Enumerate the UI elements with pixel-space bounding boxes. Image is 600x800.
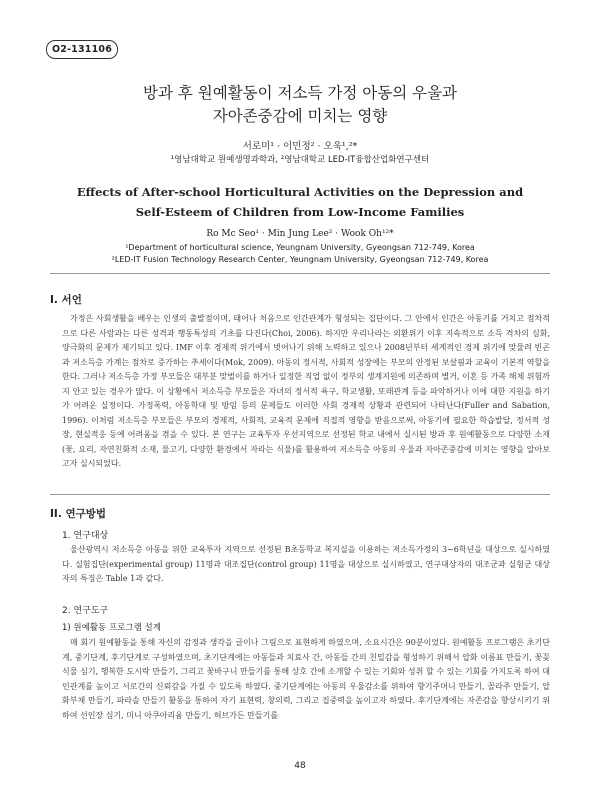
korean-authors: 서로미¹ · 이민정² · 오욱¹,²* — [242, 141, 358, 152]
english-affiliations — [0, 242, 600, 266]
english-title — [0, 182, 600, 222]
english-authors: Ro Mc Seo¹ · Min Jung Lee² · Wook Oh¹²* — [206, 229, 394, 239]
section-1-body: 가정은 사회생활을 배우는 인생의 출발점이며, 태어나 처음으로 인간관계가 형성되는 집단이다. 그 안에서 인간은 아동기를 거치고 점차적으로 다른 사람과는 다른 성격과 행동특성의 기초를 다진다(Choi, 2006). 하지만 우리나라는 외환위기 이후 지속적으로 소득 격차의 심화, 양극화의 문제가 제기되고 있다. IMF 이후 경제적 위기에서 벗어나기 위해 노력하고 있으나 2008년부터 세계적인 경제 위기에 맞물려 빈곤과 저소득층 가계는 점차로 증가하는 추세이다(Mok, 2009). 아동의 정서적, 사회적 성장에는 부모의 안정된 보살핌과 교육이 기본적 역할을 한다. 그러나 저소득층 가정 부모들은 대부분 맞벌이를 하거나 일정한 직업 없이 정부의 생계지원에 의존하며 별거, 이혼 등 가족 해체 위험까지 안고 있는 경우가 많다. 이 상황에서 저소득층 부모들은 자녀의 정서적 욕구, 학교생활, 또래관계 등을 파악하거나 이에 대한 지원을 하기가 어려운 실정이다. 가정폭력, 아동학대 및 방임 등의 문제들도 이러한 사회 경제적 상황과 관련되어 나타난다(Fuller and Sabation, 1996). 이처럼 저소득층 부모들은 부모의 경제적, 사회적, 교육적 문제에 직접적 영향을 받음으로써, 아동기에 필요한 학습발달, 정서적 성장, 현실적응 등에 어려움을 겪을 수 있다. 본 연구는 교육투자 우선지역으로 선정된 학교 내에서 실시된 방과 후 원예활동으로 다양한 소재(꽃, 요리, 자연친화적 소재, 물고기, 다양한 환경에서 자라는 식물)를 활용하여 저소득층 아동의 우울과 자아존중감에 미치는 영향을 알아보고자 실시되었다. — [62, 314, 550, 468]
section-2-heading: II. 연구방법 — [50, 508, 107, 520]
subsection-2-heading: 2. 연구도구 — [62, 606, 109, 616]
section-divider — [50, 273, 550, 274]
english-title-line-2: Self-Esteem of Children from Low-Income Families — [135, 205, 465, 219]
section-1-heading: I. 서언 — [50, 294, 82, 306]
korean-title-line-1: 방과 후 원예활동이 저소득 가정 아동의 우울과 — [142, 84, 458, 102]
korean-title-line-2: 자아존중감에 미치는 영향 — [212, 107, 388, 125]
english-title-line-1: Effects of After-school Horticultural Activities on the Depression and — [76, 185, 524, 199]
paper-code-badge: O2-131106 — [46, 40, 118, 59]
english-affiliation-2: ²LED-IT Fusion Technology Research Center, Yeungnam University, Gyeongsan 712-749, Korea — [111, 255, 489, 264]
korean-affiliations: ¹영남대학교 원예생명과학과, ²영남대학교 LED-IT융합산업화연구센터 — [170, 155, 430, 165]
subsection-2-1-heading: 1) 원예활동 프로그램 설계 — [62, 623, 161, 633]
section-divider — [50, 494, 550, 495]
english-affiliation-1: ¹Department of horticultural science, Yeungnam University, Gyeongsan 712-749, Korea — [125, 243, 475, 252]
korean-title — [0, 82, 600, 128]
page-number: 48 — [294, 761, 306, 771]
subsection-1-body: 울산광역시 저소득층 아동을 위한 교육투자 지역으로 선정된 B초등학교 복지실을 이용하는 저소득가정의 3~6학년을 대상으로 실시하였다. 실험집단(experimental group) 11명과 대조집단(control group) 11명을 대상으로 실시하였고, 연구대상자의 대조군과 실험군 대상자의 특징은 Table 1과 같다. — [62, 545, 550, 583]
subsection-2-1-body: 매 회기 원예활동을 통해 자신의 감정과 생각을 글이나 그림으로 표현하게 하였으며, 소요시간은 90분이었다. 원예활동 프로그램은 초기단계, 중기단계, 후기단계로 구성하였으며, 초기단계에는 아동들과 치료사 간, 아동들 간의 친밀감을 형성하기 위해서 압화 이름표 만들기, 꽃꽂식물 심기, 행복한 도시락 만들기, 그리고 꽃바구니 만들기를 통해 상호 간에 소개할 수 있는 기회와 성취 할 수 있는 기회를 가지도록 하여 대인관계를 높이고 서로간의 신뢰감을 가질 수 있도록 하였다. 중기단계에는 아동의 우울감소를 위하여 향기주머니 만들기, 꼴라주 만들기, 압화부채 만들기, 파라솔 만들기 활동을 통하여 자기 표현력, 창의력, 그리고 집중력을 높이고자 하였다. 후기단계에는 자존감을 향상시키기 위하여 선인장 심기, 미니 아쿠아리움 만들기, 허브가든 만들기를 — [62, 638, 550, 720]
subsection-1-heading: 1. 연구대상 — [62, 531, 109, 541]
